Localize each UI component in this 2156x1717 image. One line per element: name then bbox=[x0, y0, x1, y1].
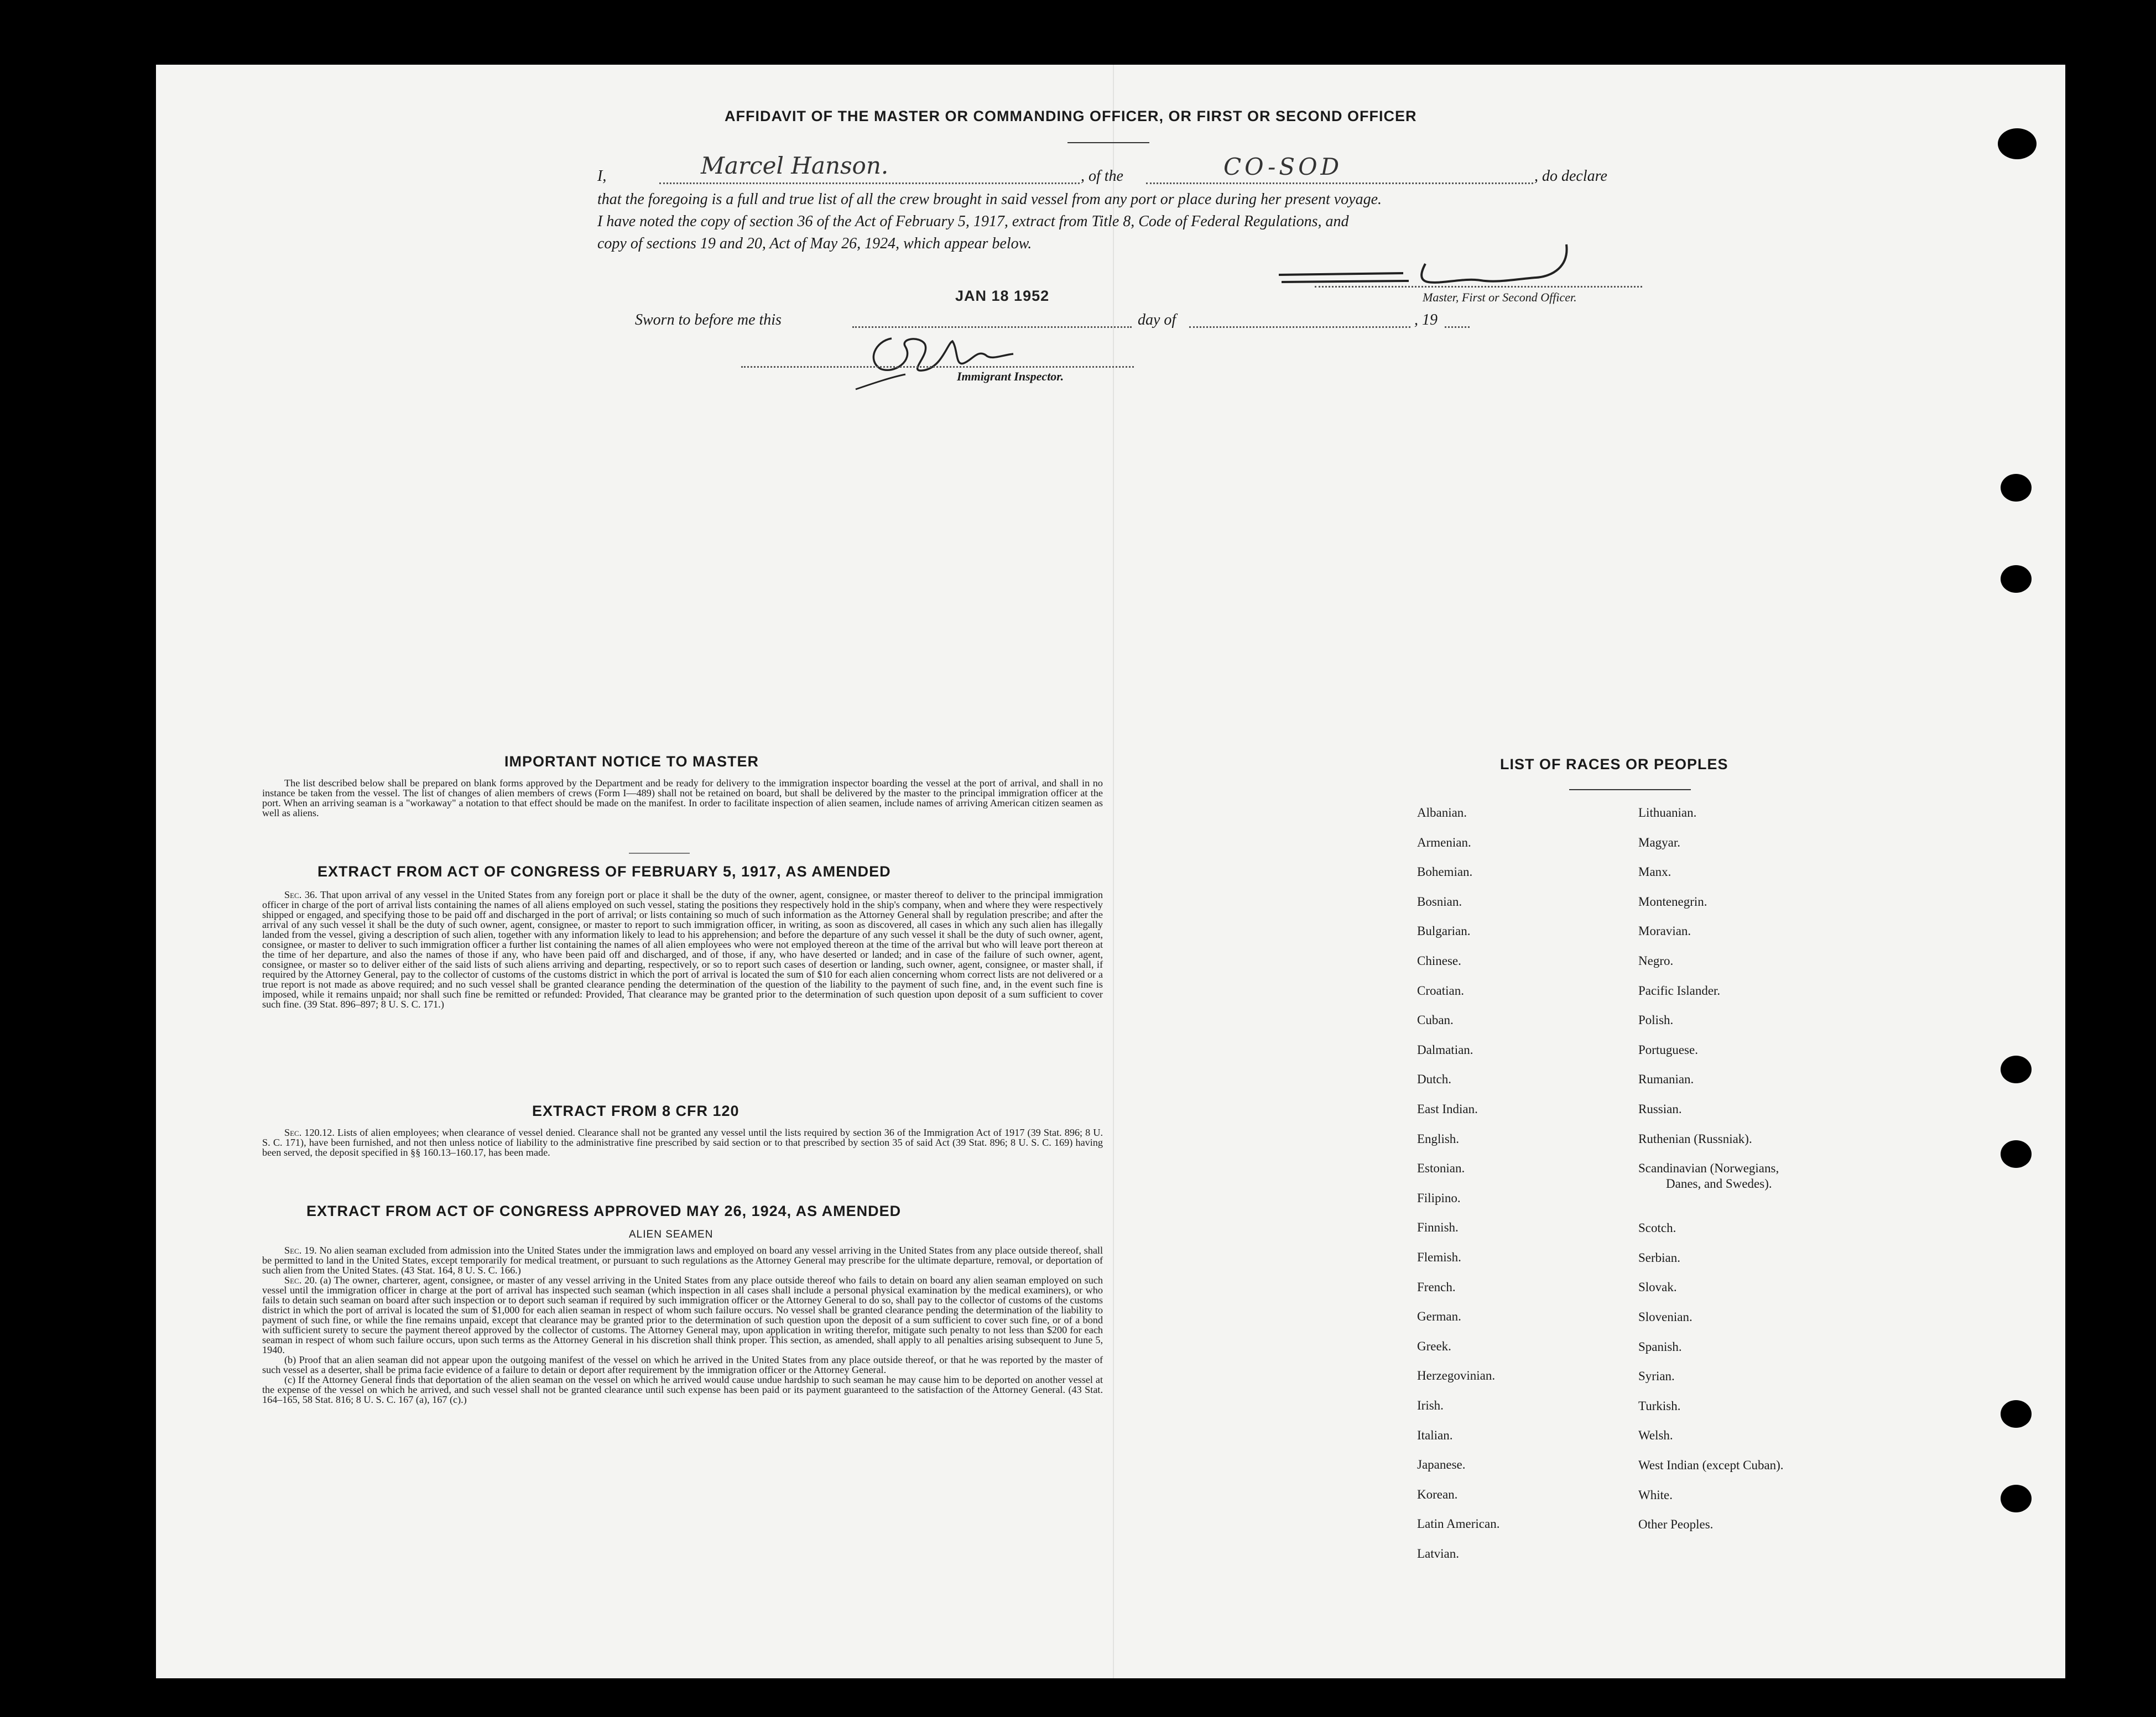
punch-hole bbox=[2001, 565, 2032, 593]
inspector-signature-line bbox=[741, 366, 1134, 368]
race-item: Negro. bbox=[1638, 954, 1674, 968]
document-page bbox=[156, 65, 2065, 1678]
sworn-year-line bbox=[1445, 326, 1470, 328]
race-item: Magyar. bbox=[1638, 835, 1681, 849]
punch-hole bbox=[2001, 1140, 2032, 1168]
center-fold bbox=[1113, 65, 1114, 1678]
races-heading: LIST OF RACES OR PEOPLES bbox=[1500, 756, 1728, 773]
race-item: Turkish. bbox=[1638, 1398, 1681, 1413]
race-item: Korean. bbox=[1417, 1487, 1458, 1501]
race-item: Dalmatian. bbox=[1417, 1042, 1473, 1057]
punch-hole bbox=[2001, 1056, 2032, 1083]
sec-20-label: Sec. 20. bbox=[284, 1275, 317, 1286]
race-item: Bohemian. bbox=[1417, 865, 1473, 879]
race-item: Cuban. bbox=[1417, 1013, 1454, 1027]
race-item: Filipino. bbox=[1417, 1191, 1461, 1205]
race-item: Spanish. bbox=[1638, 1339, 1682, 1354]
race-item: Moravian. bbox=[1638, 924, 1691, 938]
race-item: White. bbox=[1638, 1488, 1673, 1502]
race-item: Polish. bbox=[1638, 1013, 1674, 1027]
race-item: Slovenian. bbox=[1638, 1310, 1692, 1324]
race-item: Slovak. bbox=[1638, 1280, 1677, 1295]
race-item: Danes, and Swedes). bbox=[1666, 1177, 1772, 1191]
race-item: Lithuanian. bbox=[1638, 806, 1697, 820]
vessel-field-line bbox=[1146, 182, 1533, 184]
races-rule bbox=[1569, 789, 1691, 790]
race-item: Ruthenian (Russniak). bbox=[1638, 1131, 1752, 1146]
sec-19-text: No alien seaman excluded from admission into the United States under the immigration laws and employed on board any vessel arriving in the United States from any place outside thereof, shall be permitted to land in the United States, except temporarily for medical treatment, or pursuant to such regulations as the Attorney General may prescribe for the ultimate departure, removal, or deportation of such alien from the United States. (43 Stat. 164, 8 U. S. C. 166.) bbox=[262, 1245, 1103, 1276]
sec-20a-text: (a) The owner, charterer, agent, consignee, or master of any vessel arriving in the United States from any place outside thereof who fails to detain on board any alien seaman employed on such vessel until the immigration officer in charge at the port of arrival has inspected such seaman (which inspection in all cases shall include a personal physical examination by the medical examiners), or who fails to detain such seaman on board after such inspection or to deport such seaman if required by such immigration officer or the Attorney General to do so, shall pay to the collector of customs of the customs district in which the port of arrival is located the sum of $1,000 for each alien seaman in respect of whom such failure occurs. No vessel shall be granted clearance pending the determination of the liability to payment of such fine, or while the fine remains unpaid, except that clearance may be granted prior to the determination of such question upon the deposit of a sum sufficient to cover such fine, or of a bond with sufficient surety to secure the payment thereof approved by the collector of customs. The Attorney General may, upon application in writing therefor, mitigate such penalty to not less than $200 for each seaman in respect of whom such failure occurs, upon such terms as the Attorney General in his discretion shall think proper. This section, as amended, shall apply to all penalties arising subsequent to June 5, 1940. bbox=[262, 1275, 1103, 1355]
title-rule bbox=[1067, 142, 1149, 143]
affidavit-of-the-label: , of the bbox=[1081, 168, 1123, 185]
sec-120-text: Lists of alien employees; when clearance of vessel denied. Clearance shall not be granted any vessel until the lists required by section 36 of the Immigration Act of 1917 (39 Stat. 896; 8 U. S. C. 171), have been furnished, and not then unless notice of liability to the administrative fine prescribed by said section or to that prescribed by section 35 of said Act (39 Stat. 896; 8 U. S. C. 169) having been served, the deposit specified in §§ 160.13–160.17, has been made. bbox=[262, 1127, 1103, 1158]
race-item: Greek. bbox=[1417, 1339, 1451, 1353]
race-item: Bulgarian. bbox=[1417, 924, 1471, 938]
race-item: East Indian. bbox=[1417, 1102, 1478, 1116]
affidavit-line-4: copy of sections 19 and 20, Act of May 26, 1924, which appear below. bbox=[597, 235, 1032, 252]
extract-cfr-text bbox=[262, 1128, 1103, 1157]
race-item: Italian. bbox=[1417, 1428, 1453, 1442]
race-item: Japanese. bbox=[1417, 1458, 1466, 1472]
race-item: Estonian. bbox=[1417, 1161, 1465, 1176]
race-item: Other Peoples. bbox=[1638, 1517, 1714, 1532]
race-item: Armenian. bbox=[1417, 835, 1471, 849]
notice-heading: IMPORTANT NOTICE TO MASTER bbox=[504, 753, 759, 770]
race-item: West Indian (except Cuban). bbox=[1638, 1458, 1784, 1472]
affidavit-title: AFFIDAVIT OF THE MASTER OR COMMANDING OFFICER, OR FIRST OR SECOND OFFICER bbox=[725, 108, 1417, 124]
race-item: Croatian. bbox=[1417, 983, 1464, 998]
vessel-name-handwriting: CO-SOD bbox=[1223, 153, 1343, 180]
sworn-label: Sworn to before me this bbox=[635, 311, 782, 328]
race-item: Chinese. bbox=[1417, 954, 1461, 968]
punch-hole bbox=[2001, 474, 2032, 502]
alien-seamen-subheading: ALIEN SEAMEN bbox=[629, 1229, 714, 1240]
race-item: Finnish. bbox=[1417, 1220, 1459, 1235]
date-stamp: JAN 18 1952 bbox=[955, 288, 1050, 304]
notice-text bbox=[262, 778, 1103, 818]
sworn-month-line bbox=[1189, 326, 1410, 328]
race-item: Scotch. bbox=[1638, 1221, 1676, 1235]
race-item: Russian. bbox=[1638, 1102, 1682, 1116]
affidavit-line-3: I have noted the copy of section 36 of the Act of February 5, 1917, extract from Title 8, Code of Federal Regulations, and bbox=[597, 213, 1349, 230]
extract-1917-text bbox=[262, 890, 1103, 1009]
race-item: Dutch. bbox=[1417, 1072, 1451, 1087]
sec-120-label: Sec. 120.12. bbox=[284, 1127, 335, 1138]
affidavit-line-2: that the foregoing is a full and true list of all the crew brought in said vessel from any port or place during her present voyage. bbox=[597, 191, 1382, 208]
race-item: Manx. bbox=[1638, 865, 1671, 879]
affidavit-i-label: I, bbox=[597, 168, 607, 185]
punch-hole bbox=[2001, 1485, 2032, 1512]
year-label: , 19 bbox=[1414, 311, 1438, 328]
race-item: Latin American. bbox=[1417, 1517, 1500, 1531]
name-field-line bbox=[659, 182, 1080, 184]
day-of-label: day of bbox=[1138, 311, 1176, 328]
race-item: Rumanian. bbox=[1638, 1072, 1694, 1087]
race-item: Latvian. bbox=[1417, 1547, 1459, 1561]
punch-hole bbox=[1998, 128, 2037, 159]
sec-36-label: Sec. 36. bbox=[284, 889, 317, 900]
sec-20b-text: (b) Proof that an alien seaman did not appear upon the outgoing manifest of the vessel on which he arrived in the United States from any place outside thereof, or that he was reported by the master of such vessel as a deserter, shall be prima facie evidence of a failure to detain or deport after requirement by the immigration officer or the Attorney General. bbox=[262, 1354, 1103, 1375]
affidavit-declare-label: , do declare bbox=[1534, 168, 1607, 185]
race-item: Portuguese. bbox=[1638, 1042, 1698, 1057]
sec-36-text: That upon arrival of any vessel in the United States from any foreign port or place it shall be the duty of the owner, agent, consignee, or master thereof to deliver to the principal immigration officer in charge of the port of arrival lists containing the names of all aliens employed on such vessel, stating the positions they respectively hold in the ship's company, when and where they were respectively shipped or engaged, and specifying those to be paid off and discharged in the port of arrival; or lists containing so much of such information as the Attorney General shall by regulation prescribe; and after the arrival of any such vessel it shall be the duty of such owner, agent, consignee, or master to report to such immigration officer, in writing, as soon as discovered, all cases in which any such alien has illegally landed from the vessel, giving a description of such alien, together with any information likely to lead to his apprehension; and before the departure of any such vessel it shall be the duty of such owner, agent, consignee, or master to deliver to such immigration officer a further list containing the names of all alien employees who were not employed thereon at the time of the arrival but who will leave port thereon at the time of her departure, and also the names of those if any, who have been paid off and discharged, and of those, if any, who have deserted or landed; and in case of the failure of such owner, agent, consignee, or master so to deliver either of the said lists of such aliens arriving and departing, respectively, or so to report such cases of desertion or landing, such owner, agent, consignee, or master shall, if required by the Attorney General, pay to the collector of customs of the customs district in which the port of arrival is located the sum of $10 for each alien concerning whom correct lists are not delivered or a true report is not made as above required; and no such vessel shall be granted clearance pending the determination of the question of the liability to the payment of such fine, and, in the event such fine is imposed, while it remains unpaid; nor shall such fine be remitted or refunded: Provided, That clearance may be granted prior to the determination of such question upon deposit of a sum sufficient to cover such fine. (39 Stat. 896–897; 8 U. S. C. 171.) bbox=[262, 889, 1103, 1010]
race-item: Syrian. bbox=[1638, 1369, 1675, 1384]
race-item: Albanian. bbox=[1417, 806, 1467, 820]
extract-1924-heading: EXTRACT FROM ACT OF CONGRESS APPROVED MAY 26, 1924, AS AMENDED bbox=[306, 1203, 902, 1219]
race-item: Irish. bbox=[1417, 1398, 1444, 1412]
race-item: Pacific Islander. bbox=[1638, 983, 1721, 998]
race-item: Scandinavian (Norwegians, bbox=[1638, 1161, 1779, 1176]
race-item: Flemish. bbox=[1417, 1250, 1461, 1264]
race-item: French. bbox=[1417, 1280, 1456, 1294]
master-signature-line bbox=[1315, 286, 1642, 288]
race-item: Bosnian. bbox=[1417, 894, 1462, 909]
race-item: German. bbox=[1417, 1309, 1461, 1324]
race-item: Serbian. bbox=[1638, 1250, 1681, 1265]
extract-1917-heading: EXTRACT FROM ACT OF CONGRESS OF FEBRUARY 5, 1917, AS AMENDED bbox=[317, 863, 891, 880]
notice-rule bbox=[629, 853, 690, 854]
race-item: English. bbox=[1417, 1131, 1460, 1146]
sec-20c-text: (c) If the Attorney General finds that deportation of the alien seaman on the vessel on which he arrived would cause undue hardship to such seaman he may cause him to be deported on another vessel at the expense of the vessel on which he arrived, and such vessel shall not be granted clearance until such expense has been paid or its payment guaranteed to the satisfaction of the Attorney General. (43 Stat. 164–165, 58 Stat. 816; 8 U. S. C. 167 (a), 167 (c).) bbox=[262, 1374, 1103, 1405]
sec-19-label: Sec. 19. bbox=[284, 1245, 317, 1256]
race-item: Herzegovinian. bbox=[1417, 1369, 1496, 1383]
race-item: Montenegrin. bbox=[1638, 894, 1707, 909]
race-item: Welsh. bbox=[1638, 1428, 1673, 1443]
extract-1924-text bbox=[262, 1245, 1103, 1405]
master-caption: Master, First or Second Officer. bbox=[1423, 290, 1577, 304]
punch-hole bbox=[2001, 1400, 2032, 1428]
notice-paragraph: The list described below shall be prepared on blank forms approved by the Department and be ready for delivery to the immigration inspector boarding the vessel at the port of arrival, and shall in no instance be taken from the vessel. The list of changes of alien members of crews (Form I—489) shall not be retained on board, but shall be delivered by the master to the principal immigration officer at the port. When an arriving seaman is a "workaway" a notation to that effect should be made on the manifest. In order to facilitate inspection of alien seamen, include names of arriving American citizen seamen as well as aliens. bbox=[262, 777, 1103, 818]
inspector-caption: Immigrant Inspector. bbox=[957, 369, 1064, 383]
master-name-handwriting: Marcel Hanson. bbox=[701, 152, 889, 179]
extract-cfr-heading: EXTRACT FROM 8 CFR 120 bbox=[532, 1103, 740, 1119]
master-signature bbox=[1276, 233, 1586, 300]
